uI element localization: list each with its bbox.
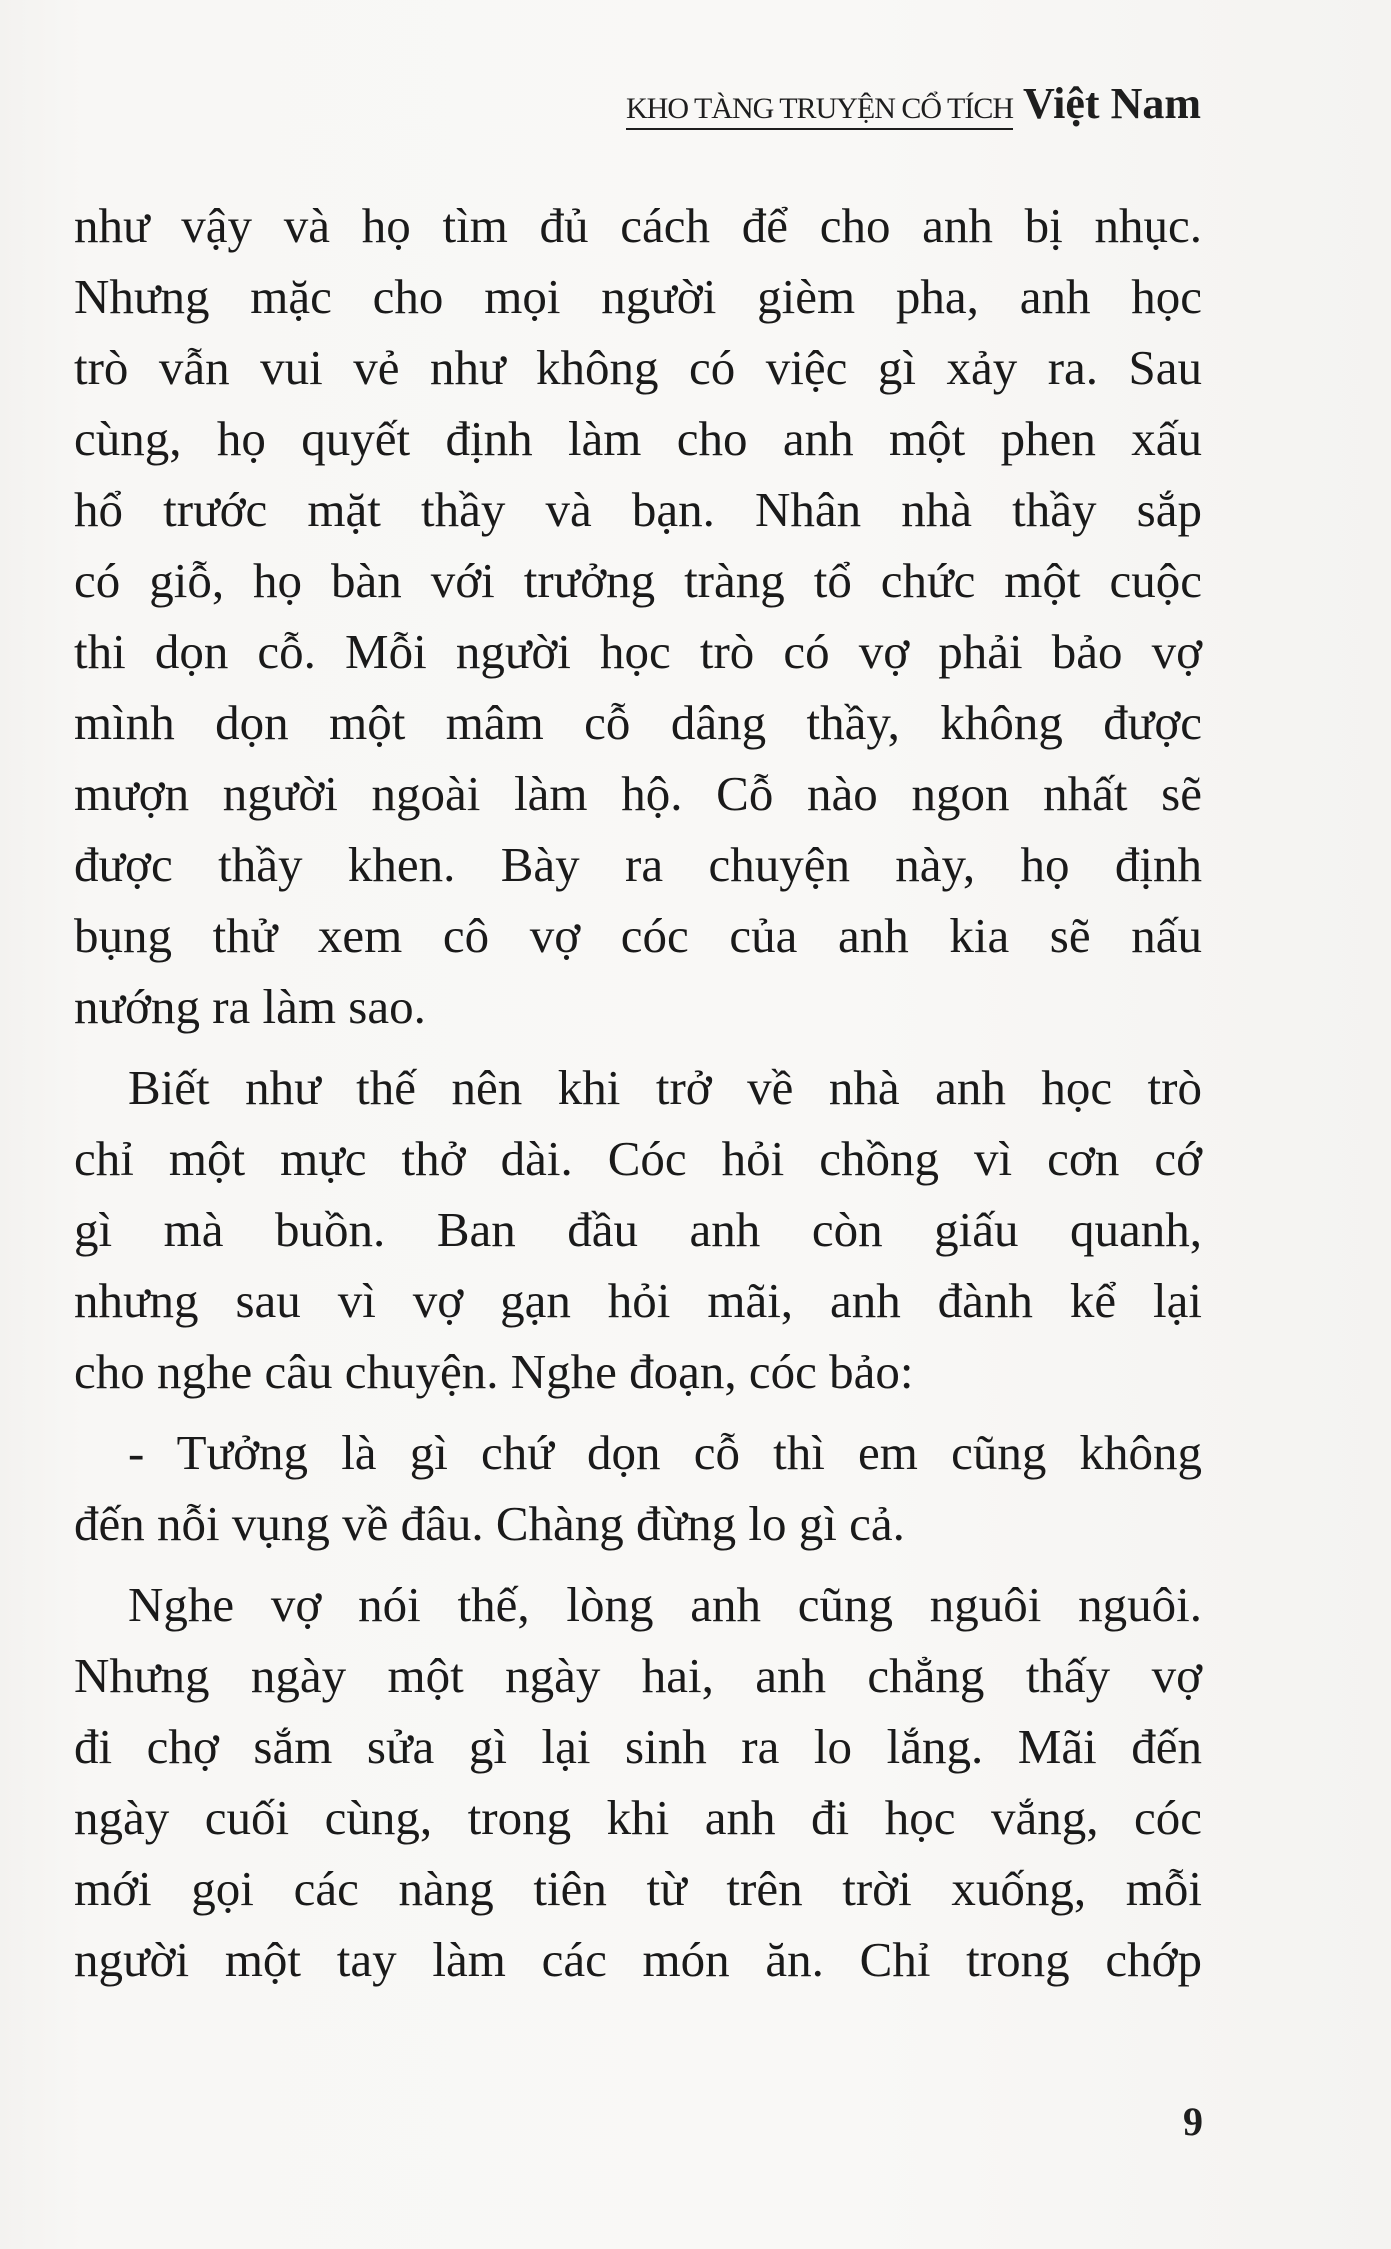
- text-line: Biết như thế nên khi trở về nhà anh học trò: [128, 1060, 1202, 1115]
- header-series-title: KHO TÀNG TRUYỆN CỔ TÍCH: [626, 92, 1013, 130]
- text-line: mình dọn một mâm cỗ dâng thầy, không được: [74, 695, 1202, 750]
- text-line: chỉ một mực thở dài. Cóc hỏi chồng vì cơn cớ: [74, 1131, 1202, 1186]
- text-line: cho nghe câu chuyện. Nghe đoạn, cóc bảo:: [74, 1344, 914, 1399]
- text-line: cùng, họ quyết định làm cho anh một phen xấu: [74, 411, 1202, 466]
- text-line: Nhưng mặc cho mọi người gièm pha, anh học: [74, 269, 1202, 324]
- text-line: mượn người ngoài làm hộ. Cỗ nào ngon nhất sẽ: [74, 766, 1202, 821]
- text-line: Nghe vợ nói thế, lòng anh cũng nguôi nguôi.: [128, 1577, 1202, 1632]
- page-number: 9: [1183, 2099, 1203, 2144]
- text-line: như vậy và họ tìm đủ cách để cho anh bị nhục.: [74, 198, 1202, 253]
- text-line: gì mà buồn. Ban đầu anh còn giấu quanh,: [74, 1202, 1202, 1257]
- text-line: người một tay làm các món ăn. Chỉ trong chớp: [74, 1932, 1202, 1987]
- running-header: [626, 78, 1201, 130]
- text-line: có giỗ, họ bàn với trưởng tràng tổ chức một cuộc: [74, 553, 1202, 608]
- text-line: đi chợ sắm sửa gì lại sinh ra lo lắng. Mãi đến: [74, 1719, 1202, 1774]
- text-line: đến nỗi vụng về đâu. Chàng đừng lo gì cả.: [74, 1496, 905, 1551]
- text-line: được thầy khen. Bày ra chuyện này, họ định: [74, 837, 1202, 892]
- text-line: - Tưởng là gì chứ dọn cỗ thì em cũng không: [128, 1425, 1202, 1480]
- text-line: ngày cuối cùng, trong khi anh đi học vắng, cóc: [74, 1790, 1202, 1845]
- text-line: trò vẫn vui vẻ như không có việc gì xảy ra. Sau: [74, 340, 1202, 395]
- text-line: Nhưng ngày một ngày hai, anh chẳng thấy vợ: [74, 1648, 1202, 1703]
- text-line: bụng thử xem cô vợ cóc của anh kia sẽ nấu: [74, 908, 1202, 963]
- text-line: nướng ra làm sao.: [74, 979, 426, 1034]
- body-text: [74, 190, 1202, 1995]
- text-line: nhưng sau vì vợ gạn hỏi mãi, anh đành kể lại: [74, 1273, 1202, 1328]
- text-line: hổ trước mặt thầy và bạn. Nhân nhà thầy sắp: [74, 482, 1202, 537]
- header-country-title: Việt Nam: [1023, 79, 1201, 128]
- text-line: thi dọn cỗ. Mỗi người học trò có vợ phải bảo vợ: [74, 624, 1202, 679]
- text-line: mới gọi các nàng tiên từ trên trời xuống, mỗi: [74, 1861, 1202, 1916]
